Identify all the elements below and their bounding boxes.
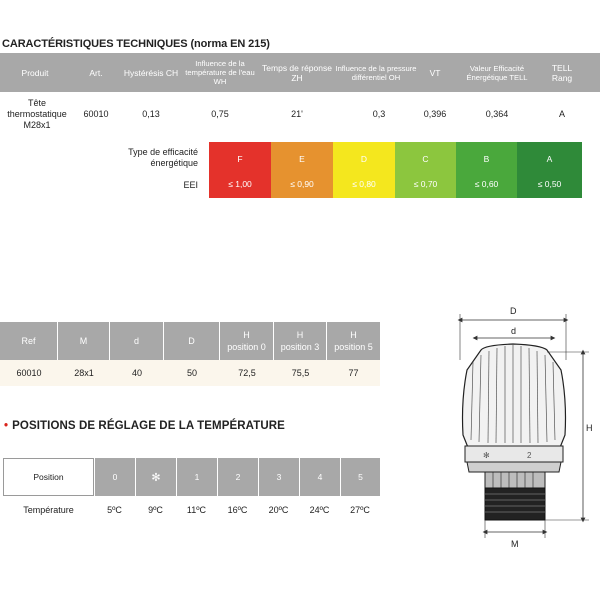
dim-col-h-pos0 (220, 322, 274, 360)
efficiency-letter: A (546, 154, 553, 164)
temperature-snowflake: 9ºC (148, 505, 163, 515)
scale-band (465, 446, 563, 462)
col-influence-temp: Influence de la température de l'eau WH (185, 59, 255, 86)
collar (467, 462, 561, 472)
efficiency-value: ≤ 0,90 (290, 179, 314, 189)
cell-vt: 0,396 (423, 108, 447, 119)
temperature-2: 16ºC (227, 505, 248, 515)
dimensions-table-row (0, 360, 380, 386)
dim-col-sub: position 5 (334, 342, 373, 352)
dim-col-sub: position 3 (280, 342, 320, 352)
red-bullet-icon: • (4, 420, 9, 432)
position-snowflake (135, 458, 176, 496)
dim-col-h-label: H (350, 330, 357, 340)
efficiency-value: ≤ 1,00 (228, 179, 252, 189)
scale-mark: 2 (527, 451, 532, 460)
cell-hysteresis: 0,13 (142, 108, 160, 119)
specs-table-row (0, 92, 600, 136)
dim-col-d-large-label: D (188, 336, 195, 346)
position-1: 1 (176, 458, 217, 496)
cell-art: 60010 (83, 108, 109, 119)
position-3: 3 (258, 458, 299, 496)
col-temps-reponse: Temps de réponse ZH (262, 62, 332, 83)
efficiency-letter: B (483, 154, 490, 164)
cell-valeur-efficacite: 0,364 (485, 108, 509, 119)
dim-cell-h-pos3: 75,5 (291, 368, 310, 378)
efficiency-class-c (395, 142, 456, 198)
dim-cell-d-small: 40 (131, 368, 142, 378)
dim-col-sub: position 0 (227, 342, 266, 352)
threaded-base (485, 488, 545, 520)
dim-col-m (58, 322, 110, 360)
dim-col-d-large (164, 322, 220, 360)
dim-col-d-small-label: d (133, 336, 139, 346)
dim-col-ref (0, 322, 58, 360)
efficiency-letter: E (299, 154, 305, 164)
col-influence-pressure: Influence de la pressure différentiel OH (335, 63, 417, 82)
dimensions-table-header (0, 322, 380, 360)
dim-cell-h-pos5: 77 (348, 368, 359, 378)
dim-col-h-pos5 (327, 322, 380, 360)
temperature-4: 24ºC (309, 505, 330, 515)
efficiency-type-label: Type de efficacité énergétique (128, 147, 198, 168)
position-4: 4 (299, 458, 340, 496)
dimension-m-label: M (511, 539, 519, 549)
efficiency-value: ≤ 0,80 (352, 179, 376, 189)
efficiency-letter: C (422, 154, 429, 164)
specs-table-header (0, 53, 600, 92)
connection-nut (485, 472, 545, 488)
dimension-h-label: H (586, 423, 593, 433)
dimension-d-large-label: D (510, 306, 517, 316)
cell-produit: Tête thermostatique M28x1 (7, 97, 67, 130)
head-body (463, 344, 566, 450)
position-5: 5 (340, 458, 380, 496)
positions-title-text: POSITIONS DE RÉGLAGE DE LA TEMPÉRATURE (12, 420, 285, 432)
position-label-cell: Position (3, 458, 94, 496)
temperature-0: 5ºC (107, 505, 122, 515)
efficiency-value: ≤ 0,70 (413, 179, 438, 189)
dim-cell-d-large: 50 (186, 368, 197, 378)
dim-cell-h-pos0: 72,5 (238, 368, 256, 378)
dimension-d-small-label: d (511, 326, 517, 336)
specs-title: CARACTÉRISTIQUES TECHNIQUES (norma EN 215) (2, 38, 270, 50)
dim-col-m-label: M (79, 336, 88, 346)
col-valeur-efficacite: Valeur Efficacité Énergétique TELL (466, 63, 528, 82)
col-art: Art. (89, 67, 103, 78)
thermostatic-head-drawing (455, 300, 595, 555)
efficiency-class-e (271, 142, 333, 198)
dim-col-d-small (110, 322, 164, 360)
dim-col-ref-label: Ref (21, 336, 36, 346)
dim-col-h-label: H (296, 330, 304, 340)
snowflake-icon: ✻ (151, 471, 161, 484)
cell-tell-rang: A (558, 108, 565, 119)
cell-influence-pressure: 0,3 (372, 108, 386, 119)
col-tell-rang: TELL Rang (551, 62, 573, 83)
efficiency-value: ≤ 0,50 (537, 179, 562, 189)
efficiency-class-f (209, 142, 271, 198)
temperature-1: 11ºC (186, 505, 207, 515)
temperature-label: Température (23, 505, 74, 515)
col-vt: VT (429, 67, 441, 78)
temperature-3: 20ºC (268, 505, 289, 515)
positions-section-title (4, 420, 285, 432)
efficiency-letter: D (360, 154, 368, 164)
position-0: 0 (94, 458, 135, 496)
dim-cell-ref: 60010 (16, 368, 42, 378)
dim-cell-m: 28x1 (74, 368, 94, 378)
position-2: 2 (217, 458, 258, 496)
col-produit: Produit (21, 67, 49, 78)
scale-mark: ✻ (483, 451, 490, 460)
temperature-5: 27ºC (350, 505, 370, 515)
efficiency-class-d (333, 142, 395, 198)
cell-temps-reponse: 21' (291, 108, 303, 119)
efficiency-class-b (456, 142, 517, 198)
efficiency-value: ≤ 0,60 (474, 179, 499, 189)
efficiency-class-a (517, 142, 582, 198)
dim-col-h-label: H (243, 330, 250, 340)
efficiency-letter: F (237, 154, 243, 164)
cell-influence-temp: 0,75 (211, 108, 229, 119)
eei-label: EEI (183, 180, 198, 190)
dim-col-h-pos3 (274, 322, 327, 360)
col-hysteresis: Hystérésis CH (123, 67, 179, 78)
